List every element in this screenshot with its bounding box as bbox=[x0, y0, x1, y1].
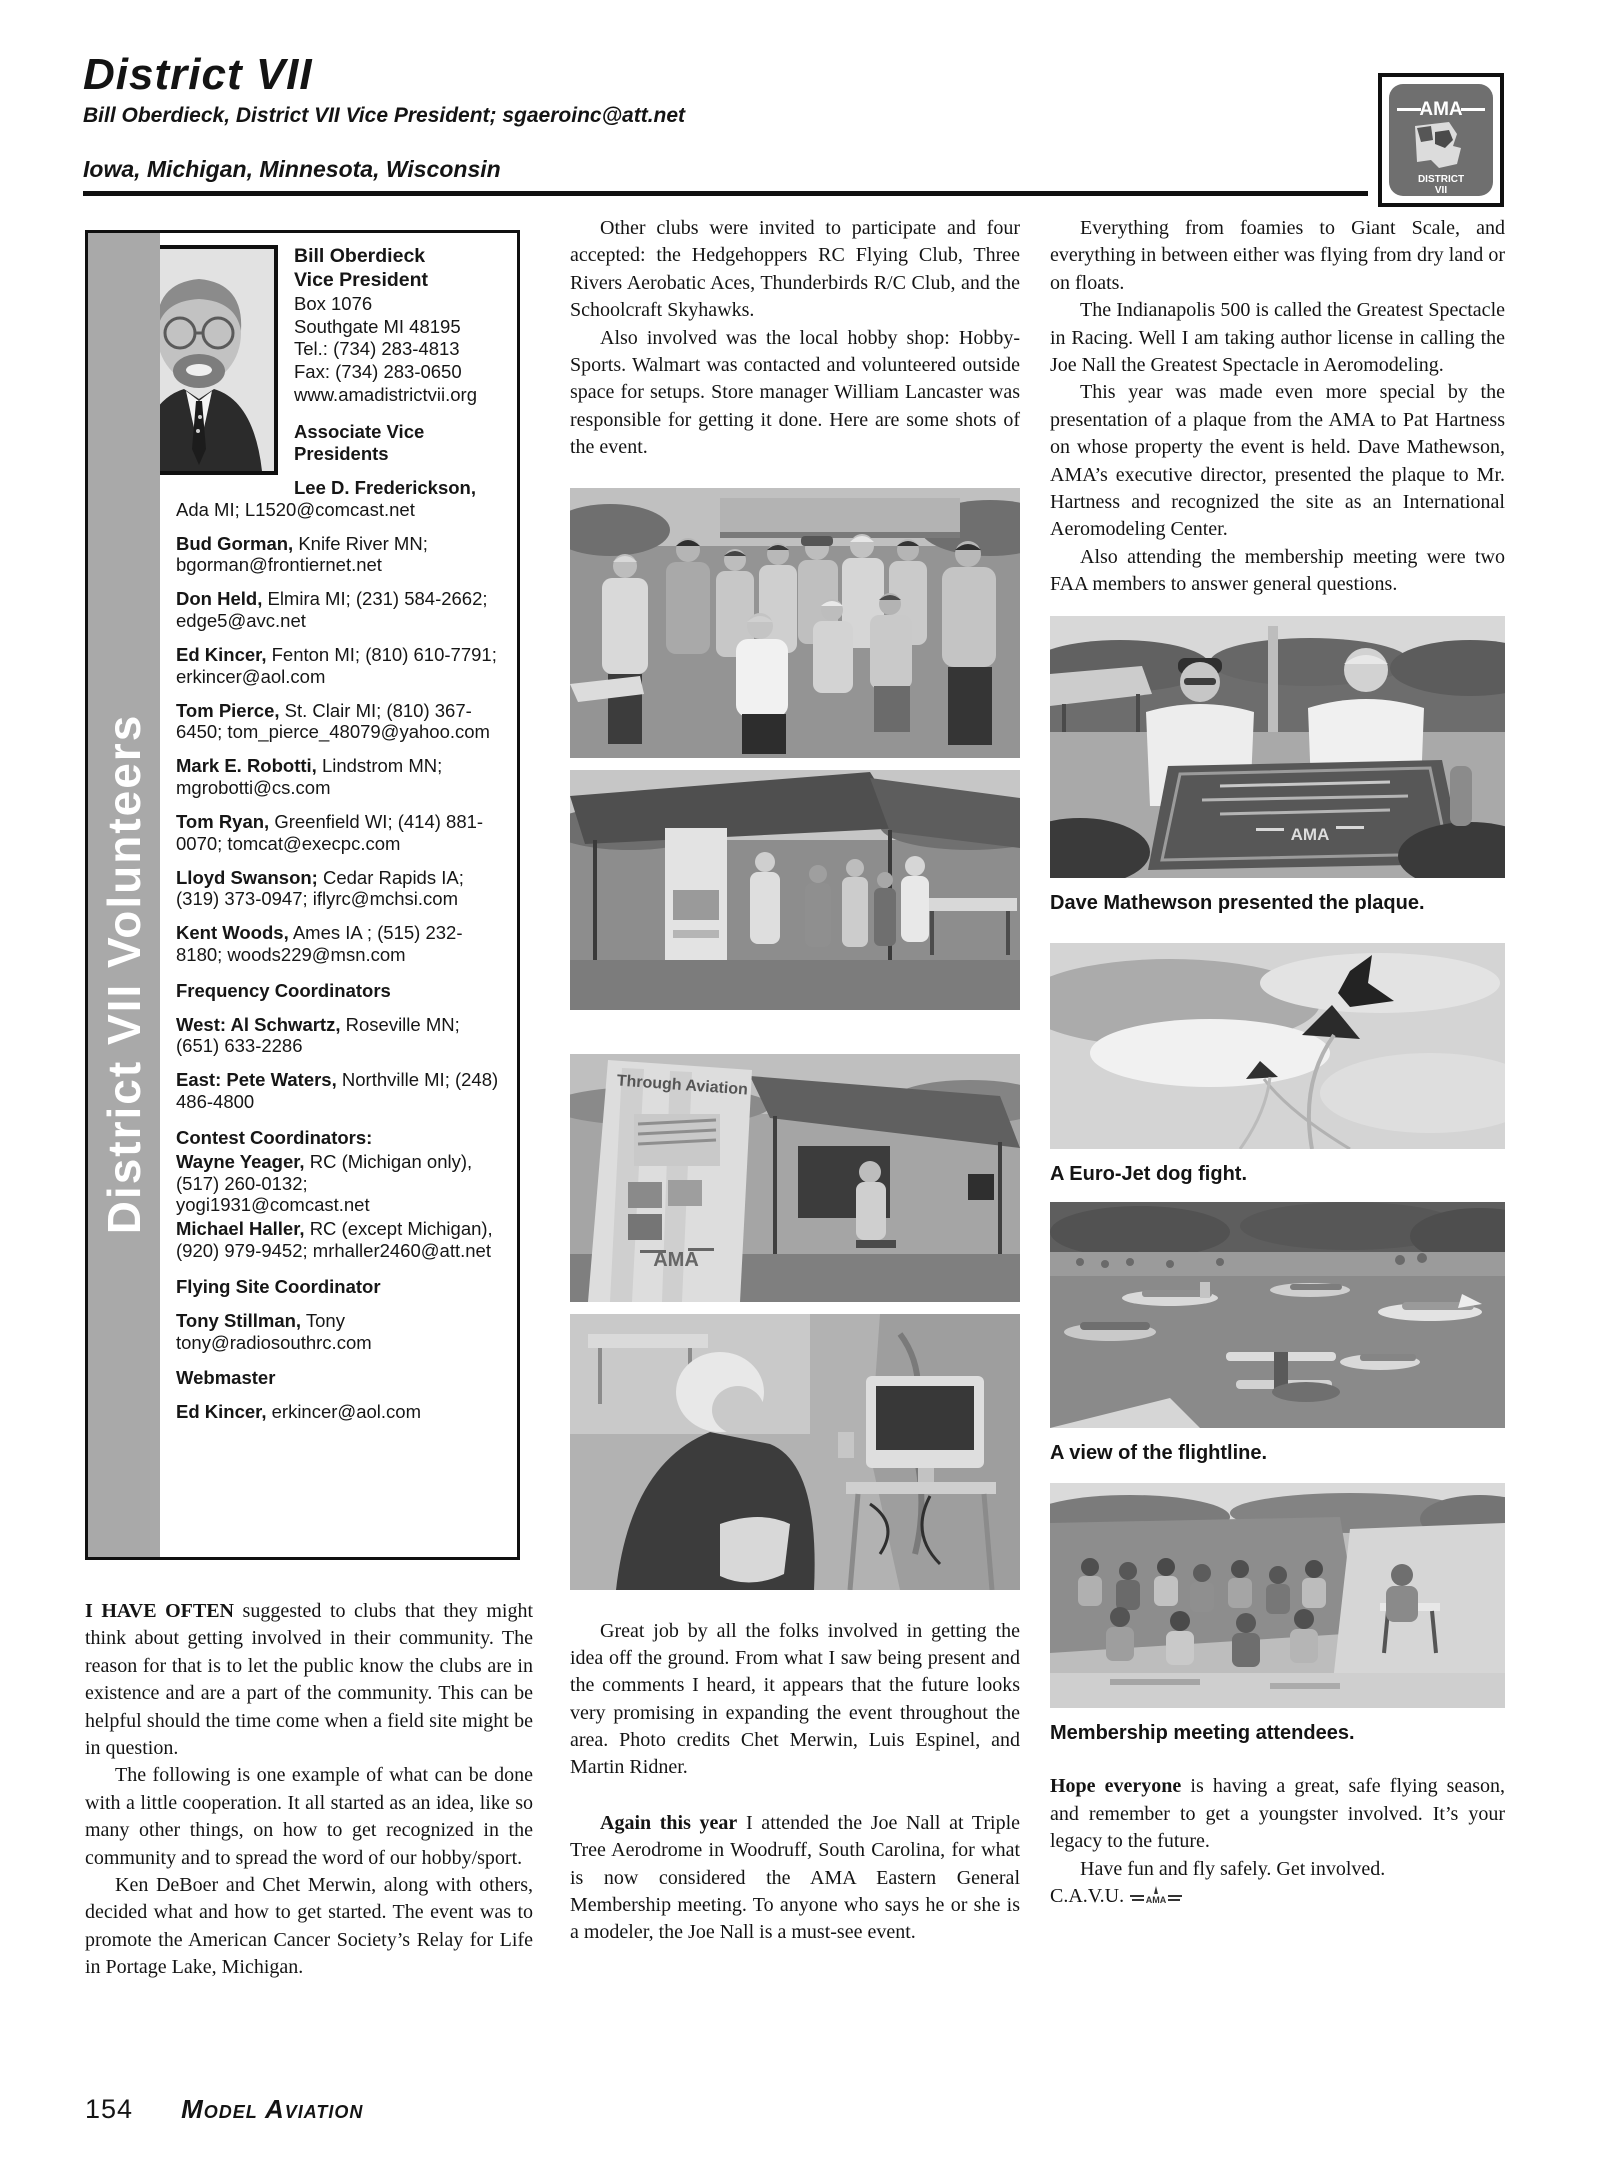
volunteer-name: Don Held, bbox=[176, 588, 263, 610]
volunteer-name: Bud Gorman, bbox=[176, 532, 294, 554]
cavu-text: C.A.V.U. bbox=[1050, 1885, 1125, 1908]
paragraph: The Indianapolis 500 is called the Greatest Spectacle in Racing. Well I am taking author license in calling the Joe Nall the Greatest Spectacle in Aeromodeling. bbox=[1050, 299, 1505, 376]
volunteer-details: Ada MI; L1520@comcast.net bbox=[176, 498, 415, 520]
volunteer-name: Michael Haller, bbox=[176, 1218, 305, 1240]
volunteer-details: Ames IA ; (515) 232-8180; woods229@msn.com bbox=[176, 922, 463, 965]
volunteer-entry bbox=[176, 1401, 505, 1423]
paragraph: This year was made even more special by the presentation of a plaque from the AMA to Pat Hartness on whose property the event is held. Dave Mathewson, AMA’s executive director, presented the plaque to Mr. Hartness and recognized the site as an International Aeromodeling Center. bbox=[1050, 381, 1505, 541]
banner-ama-text: AMA bbox=[653, 1248, 699, 1271]
ama-wings-text: AMA bbox=[1145, 1895, 1167, 1906]
volunteer-name: Kent Woods, bbox=[176, 922, 289, 944]
volunteer-entry bbox=[176, 922, 505, 966]
photo-flightline bbox=[1050, 1202, 1505, 1428]
paragraph-text: I attended the Joe Nall at Triple Tree Aerodrome in Woodruff, South Carolina, for what is now considered the AMA Eastern General Membership meeting. To anyone who says he or she is a modeler, the Joe Nall is a must-see event. bbox=[570, 1811, 1020, 1944]
sidebar-section-header: Flying Site Coordinator bbox=[176, 1275, 381, 1297]
middle-column bbox=[570, 215, 1020, 1947]
volunteer-name: Tom Pierce, bbox=[176, 699, 280, 721]
paragraph-lead: I HAVE OFTEN bbox=[85, 1600, 234, 1622]
sidebar-section-header: Contest Coordinators: bbox=[176, 1126, 373, 1148]
volunteers-sidebar bbox=[85, 230, 520, 1560]
logo-district-text: DISTRICT bbox=[1417, 174, 1465, 185]
volunteer-entry bbox=[176, 588, 505, 632]
right-column bbox=[1050, 215, 1505, 1910]
page-number: 154 bbox=[85, 2094, 134, 2124]
volunteer-name: Lee D. Frederickson, bbox=[294, 476, 476, 498]
volunteer-details: RC (except Michigan), (920) 979-9452; mrhaller2460@att.net bbox=[176, 1218, 493, 1262]
volunteer-name: Tony Stillman, bbox=[176, 1309, 302, 1331]
volunteer-details: Knife River MN; bgorman@frontiernet.net bbox=[176, 532, 428, 576]
banner-title-text: Through Aviation bbox=[616, 1071, 749, 1099]
logo-district-number: VII bbox=[1434, 185, 1448, 196]
paragraph bbox=[1050, 1773, 1505, 1855]
volunteer-entry bbox=[176, 811, 505, 855]
volunteer-name: Lloyd Swanson; bbox=[176, 866, 318, 888]
volunteer-details: Cedar Rapids IA; (319) 373-0947; iflyrc@mchsi.com bbox=[176, 866, 464, 910]
volunteer-details: Fenton MI; (810) 610-7791; erkincer@aol.com bbox=[176, 643, 497, 687]
vp-address1: Box 1076 bbox=[294, 292, 373, 314]
photo-man-at-simulator bbox=[570, 1314, 1020, 1590]
vp-phone: Tel.: (734) 283-4813 bbox=[294, 338, 460, 360]
volunteer-name: Ed Kincer, bbox=[176, 1401, 267, 1423]
states-line: Iowa, Michigan, Minnesota, Wisconsin bbox=[83, 156, 1368, 196]
volunteer-name: Ed Kincer, bbox=[176, 643, 267, 665]
photo-through-aviation-banner bbox=[570, 1054, 1020, 1302]
vp-address2: Southgate MI 48195 bbox=[294, 315, 461, 337]
ama-wings-icon bbox=[1130, 1886, 1182, 1906]
paragraph-text: suggested to clubs that they might think about getting involved in their community. The reason for that is to let the public know the clubs are in existence and are a part of the community. This can be helpful should the time come when a field site might be in question. bbox=[85, 1600, 533, 1759]
logo-org-text: AMA bbox=[1419, 99, 1463, 120]
magazine-name: Model Aviation bbox=[181, 2094, 364, 2124]
vp-website: www.amadistrictvii.org bbox=[294, 384, 477, 406]
photo-caption: Membership meeting attendees. bbox=[1050, 1722, 1355, 1745]
volunteer-entry bbox=[176, 867, 505, 911]
paragraph: Also involved was the local hobby shop: Hobby-Sports. Walmart was contacted and volunteered outside space for setups. Store manager William Lancaster was responsible for getting it done. Here are some shots of the event. bbox=[570, 326, 1020, 459]
paragraph: The following is one example of what can be done with a little cooperation. It all started as an idea, like so many other things, on how to get recognized in the community and to spread the word of our hobby/sport. bbox=[85, 1764, 533, 1869]
sidebar-content bbox=[160, 233, 517, 1435]
volunteer-entry bbox=[176, 1014, 505, 1058]
paragraph: Everything from foamies to Giant Scale, and everything in between either was flying from dry land or on floats. bbox=[1050, 217, 1505, 294]
vp-fax: Fax: (734) 283-0650 bbox=[294, 361, 462, 383]
volunteer-details: Northville MI; (248) 486-4800 bbox=[176, 1069, 499, 1113]
paragraph: Great job by all the folks involved in getting the idea off the ground. From what I saw being present and the comments I heard, it appears that the future looks very promising in expanding the event throughout the area. Photo credits Chet Merwin, Luis Espinel, and Martin Ridner. bbox=[570, 1619, 1020, 1779]
volunteer-entry bbox=[176, 700, 505, 744]
volunteer-details: Roseville MN; (651) 633-2286 bbox=[176, 1013, 460, 1057]
volunteer-details: St. Clair MI; (810) 367-6450; tom_pierce_48079@yahoo.com bbox=[176, 699, 490, 743]
volunteer-name: Tom Ryan, bbox=[176, 810, 270, 832]
volunteer-entry bbox=[176, 644, 505, 688]
photo-caption: A view of the flightline. bbox=[1050, 1442, 1268, 1465]
photo-plaque-presentation bbox=[1050, 616, 1505, 878]
paragraph: Have fun and fly safely. Get involved. bbox=[1080, 1857, 1386, 1880]
sidebar-vertical-bar bbox=[88, 233, 160, 1557]
left-article bbox=[85, 1598, 533, 1981]
volunteer-details: erkincer@aol.com bbox=[271, 1401, 421, 1423]
photo-eurojet-dogfight bbox=[1050, 943, 1505, 1149]
volunteer-name: West: Al Schwartz, bbox=[176, 1013, 341, 1035]
district-logo bbox=[1378, 73, 1504, 207]
photo-group-shot bbox=[570, 488, 1020, 758]
byline: Bill Oberdieck, District VII Vice President; sgaeroinc@att.net bbox=[83, 104, 686, 128]
volunteer-entry bbox=[176, 755, 505, 799]
paragraph: Ken DeBoer and Chet Merwin, along with others, decided what and how to get started. The event was to promote the American Cancer Society’s Relay for Life in Portage Lake, Michigan. bbox=[85, 1873, 533, 1979]
page-footer bbox=[85, 2094, 363, 2125]
volunteer-entry bbox=[176, 1218, 505, 1262]
closing-line bbox=[1050, 1883, 1505, 1910]
volunteer-entry bbox=[176, 1069, 505, 1113]
vp-title: Vice President bbox=[294, 268, 429, 291]
volunteer-details: Lindstrom MN; mgrobotti@cs.com bbox=[176, 755, 443, 799]
page-title: District VII bbox=[83, 50, 313, 99]
volunteer-entry bbox=[176, 1151, 505, 1216]
photo-caption: A Euro-Jet dog fight. bbox=[1050, 1163, 1248, 1186]
vp-name: Bill Oberdieck bbox=[294, 245, 426, 267]
volunteer-details: RC (Michigan only), (517) 260-0132; yogi1931@comcast.net bbox=[176, 1150, 473, 1216]
paragraph: Other clubs were invited to participate and four accepted: the Hedgehoppers RC Flying Club, Three Rivers Aerobatic Aces, Thunderbirds R/C Club, and the Schoolcraft Skyhawks. bbox=[570, 217, 1020, 322]
volunteer-details: Elmira MI; (231) 584-2662; edge5@avc.net bbox=[176, 588, 488, 632]
volunteer-name: Mark E. Robotti, bbox=[176, 755, 317, 777]
volunteer-entry bbox=[176, 533, 505, 577]
ama-district-vii-logo-icon bbox=[1387, 82, 1495, 198]
paragraph-lead: Hope everyone bbox=[1050, 1775, 1182, 1798]
volunteer-entry bbox=[176, 1310, 505, 1354]
paragraph bbox=[85, 1598, 533, 1762]
page-header bbox=[83, 52, 1373, 196]
paragraph: Also attending the membership meeting were two FAA members to answer general questions. bbox=[1050, 545, 1505, 596]
plaque-ama-text: AMA bbox=[1290, 825, 1330, 845]
photo-membership-meeting bbox=[1050, 1483, 1505, 1708]
sidebar-section-header: Webmaster bbox=[176, 1367, 276, 1389]
photo-booth-canopy bbox=[570, 770, 1020, 1010]
sidebar-vertical-label: District VII Volunteers bbox=[98, 714, 150, 1235]
volunteer-details: Greenfield WI; (414) 881-0070; tomcat@execpc.com bbox=[176, 810, 484, 854]
paragraph bbox=[570, 1810, 1020, 1947]
photo-caption: Dave Mathewson presented the plaque. bbox=[1050, 892, 1425, 915]
volunteer-entry bbox=[176, 477, 505, 521]
paragraph-text: is having a great, safe flying season, and remember to get a youngster involved. It’s your legacy to the future. bbox=[1050, 1775, 1506, 1853]
volunteer-name: Wayne Yeager, bbox=[176, 1150, 305, 1172]
sidebar-section-header: Associate Vice Presidents bbox=[294, 421, 425, 465]
sidebar-section-header: Frequency Coordinators bbox=[176, 979, 391, 1001]
volunteer-name: East: Pete Waters, bbox=[176, 1069, 337, 1091]
paragraph-lead: Again this year bbox=[600, 1811, 738, 1834]
volunteer-details: Tony tony@radiosouthrc.com bbox=[176, 1309, 372, 1353]
